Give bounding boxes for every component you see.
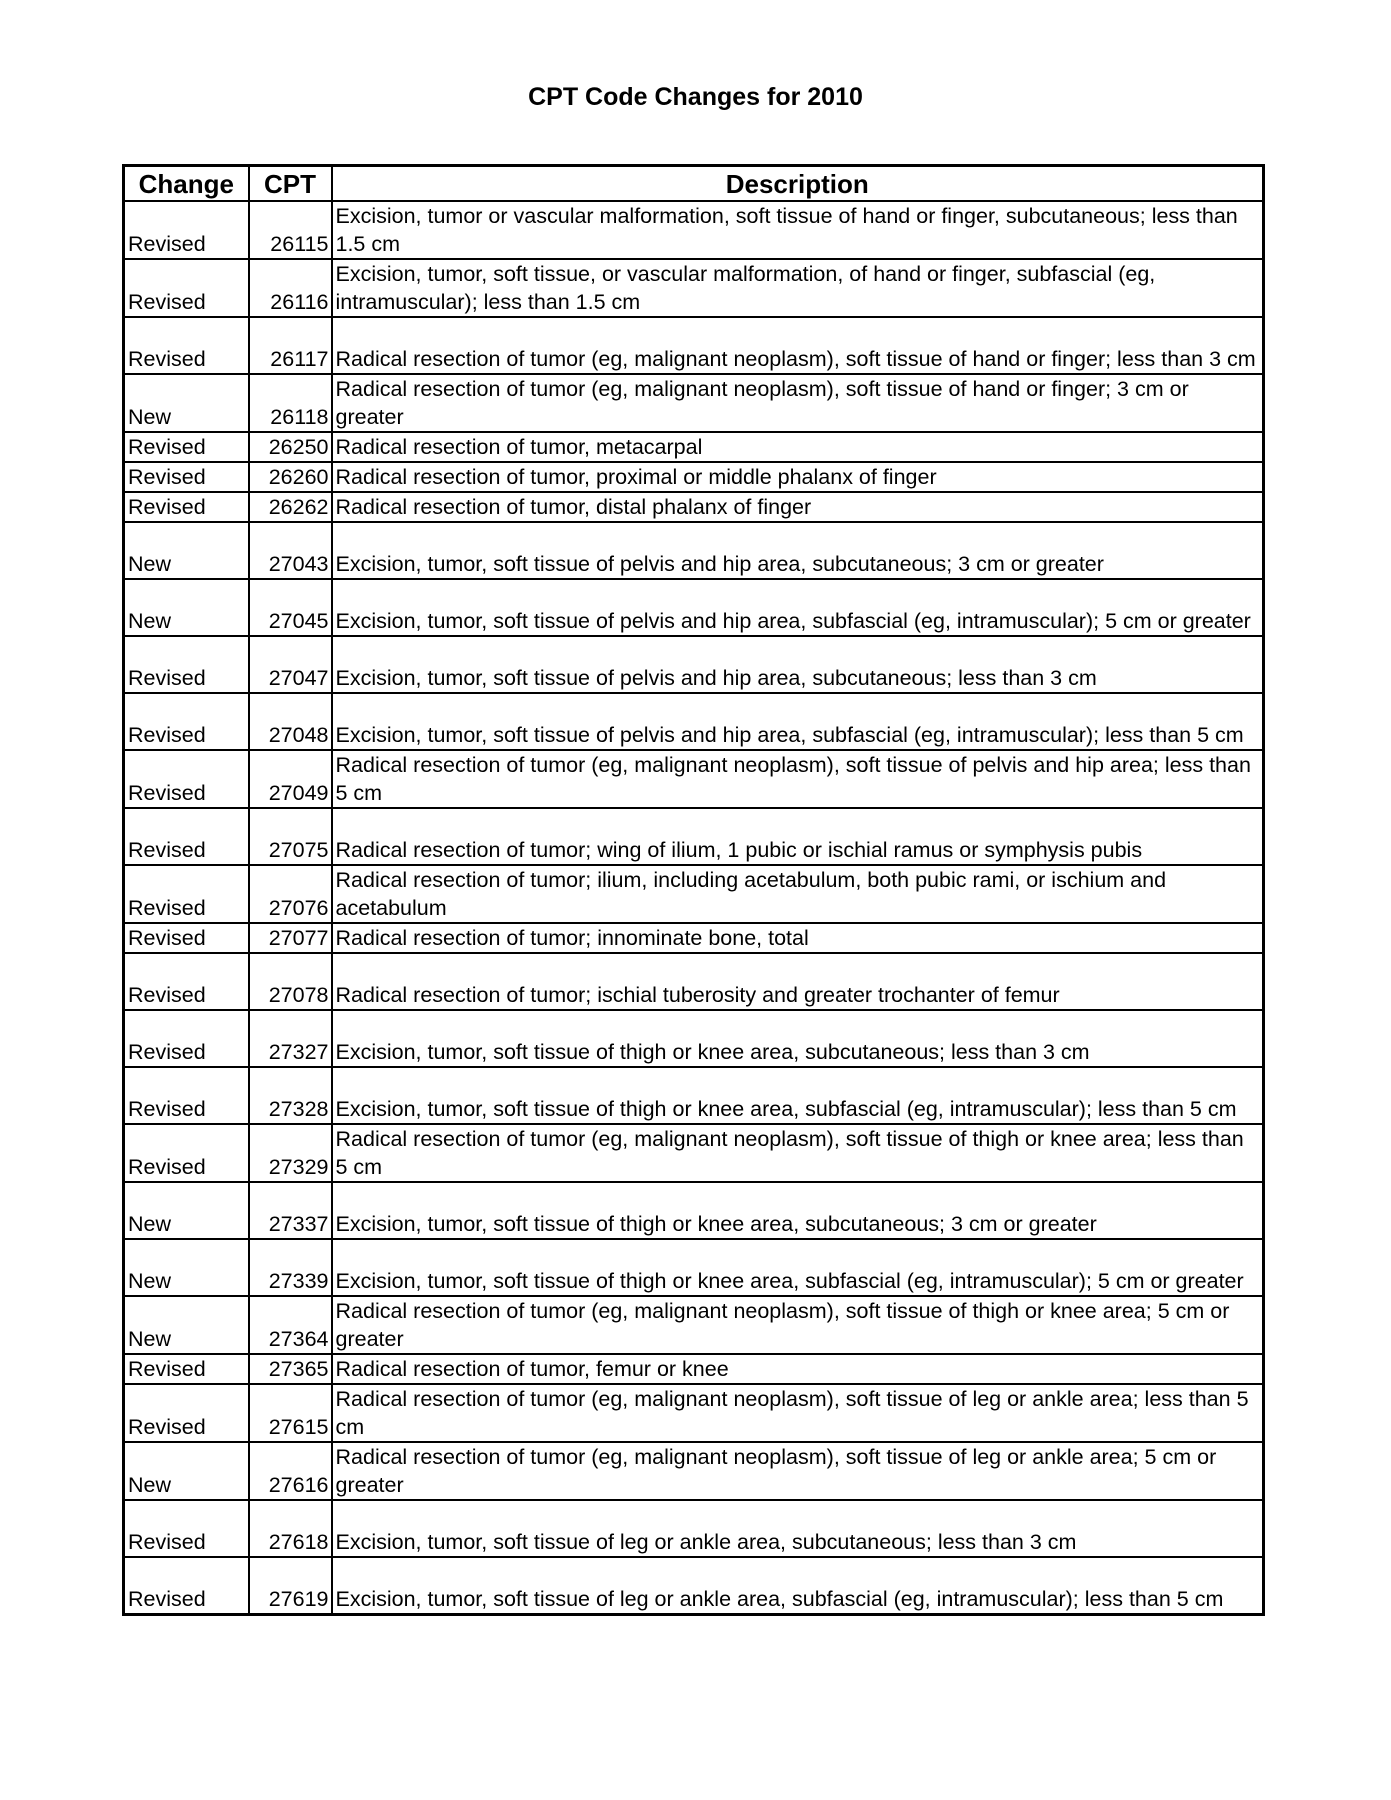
table-row xyxy=(124,693,1264,750)
table-row xyxy=(124,1182,1264,1239)
change-cell: Revised xyxy=(124,1124,249,1182)
cpt-cell: 27328 xyxy=(249,1067,332,1124)
description-cell: Excision, tumor or vascular malformation, soft tissue of hand or finger, subcutaneous; less than 1.5 cm xyxy=(332,201,1264,259)
cpt-cell: 27078 xyxy=(249,953,332,1010)
cpt-cell: 27615 xyxy=(249,1384,332,1442)
change-cell: Revised xyxy=(124,492,249,522)
change-cell: Revised xyxy=(124,1500,249,1557)
change-cell: Revised xyxy=(124,693,249,750)
change-cell: Revised xyxy=(124,953,249,1010)
table-row xyxy=(124,259,1264,317)
table-row xyxy=(124,865,1264,923)
table-row xyxy=(124,1124,1264,1182)
cpt-cell: 27077 xyxy=(249,923,332,953)
description-cell: Radical resection of tumor (eg, malignant neoplasm), soft tissue of thigh or knee area; 5 cm or greater xyxy=(332,1296,1264,1354)
cpt-cell: 27075 xyxy=(249,808,332,865)
table-row xyxy=(124,1557,1264,1615)
change-cell: New xyxy=(124,1182,249,1239)
cpt-cell: 26118 xyxy=(249,374,332,432)
table-row xyxy=(124,1354,1264,1384)
change-cell: Revised xyxy=(124,865,249,923)
cpt-cell: 27365 xyxy=(249,1354,332,1384)
table-row xyxy=(124,374,1264,432)
header-row xyxy=(124,166,1264,202)
table-row xyxy=(124,750,1264,808)
cpt-cell: 26116 xyxy=(249,259,332,317)
description-cell: Radical resection of tumor (eg, malignant neoplasm), soft tissue of pelvis and hip area; less than 5 cm xyxy=(332,750,1264,808)
description-cell: Radical resection of tumor (eg, malignant neoplasm), soft tissue of leg or ankle area; 5 cm or greater xyxy=(332,1442,1264,1500)
change-cell: New xyxy=(124,374,249,432)
table-row xyxy=(124,317,1264,374)
page-title: CPT Code Changes for 2010 xyxy=(528,83,863,111)
description-cell: Excision, tumor, soft tissue of pelvis and hip area, subcutaneous; less than 3 cm xyxy=(332,636,1264,693)
table-row xyxy=(124,953,1264,1010)
cpt-cell: 27076 xyxy=(249,865,332,923)
cpt-cell: 27049 xyxy=(249,750,332,808)
table-row xyxy=(124,432,1264,462)
table-row xyxy=(124,462,1264,492)
description-cell: Excision, tumor, soft tissue, or vascular malformation, of hand or finger, subfascial (eg, intramuscular); less than 1.5 cm xyxy=(332,259,1264,317)
description-cell: Excision, tumor, soft tissue of pelvis and hip area, subfascial (eg, intramuscular); less than 5 cm xyxy=(332,693,1264,750)
table-row xyxy=(124,808,1264,865)
description-cell: Excision, tumor, soft tissue of pelvis and hip area, subfascial (eg, intramuscular); 5 cm or greater xyxy=(332,579,1264,636)
table-row xyxy=(124,201,1264,259)
cpt-cell: 27327 xyxy=(249,1010,332,1067)
change-cell: Revised xyxy=(124,923,249,953)
description-cell: Excision, tumor, soft tissue of thigh or knee area, subcutaneous; less than 3 cm xyxy=(332,1010,1264,1067)
cpt-cell: 27364 xyxy=(249,1296,332,1354)
description-cell: Radical resection of tumor, proximal or middle phalanx of finger xyxy=(332,462,1264,492)
change-cell: Revised xyxy=(124,636,249,693)
change-cell: Revised xyxy=(124,201,249,259)
description-cell: Excision, tumor, soft tissue of leg or ankle area, subcutaneous; less than 3 cm xyxy=(332,1500,1264,1557)
cpt-cell: 26115 xyxy=(249,201,332,259)
description-cell: Radical resection of tumor; innominate bone, total xyxy=(332,923,1264,953)
cpt-cell: 27337 xyxy=(249,1182,332,1239)
change-cell: New xyxy=(124,522,249,579)
description-cell: Excision, tumor, soft tissue of thigh or knee area, subfascial (eg, intramuscular); less than 5 cm xyxy=(332,1067,1264,1124)
cpt-cell: 26262 xyxy=(249,492,332,522)
header-description: Description xyxy=(332,166,1264,202)
cpt-cell: 26117 xyxy=(249,317,332,374)
change-cell: Revised xyxy=(124,259,249,317)
change-cell: Revised xyxy=(124,432,249,462)
description-cell: Radical resection of tumor, metacarpal xyxy=(332,432,1264,462)
table-row xyxy=(124,492,1264,522)
cpt-cell: 27616 xyxy=(249,1442,332,1500)
description-cell: Radical resection of tumor; ilium, including acetabulum, both pubic rami, or ischium and acetabulum xyxy=(332,865,1264,923)
cpt-cell: 27339 xyxy=(249,1239,332,1296)
description-cell: Radical resection of tumor (eg, malignant neoplasm), soft tissue of leg or ankle area; less than 5 cm xyxy=(332,1384,1264,1442)
change-cell: Revised xyxy=(124,462,249,492)
cpt-cell: 27047 xyxy=(249,636,332,693)
change-cell: Revised xyxy=(124,750,249,808)
description-cell: Radical resection of tumor (eg, malignant neoplasm), soft tissue of thigh or knee area; less than 5 cm xyxy=(332,1124,1264,1182)
cpt-cell: 26260 xyxy=(249,462,332,492)
description-cell: Excision, tumor, soft tissue of pelvis and hip area, subcutaneous; 3 cm or greater xyxy=(332,522,1264,579)
change-cell: New xyxy=(124,579,249,636)
table-row xyxy=(124,1067,1264,1124)
header-cpt: CPT xyxy=(249,166,332,202)
description-cell: Radical resection of tumor; wing of ilium, 1 pubic or ischial ramus or symphysis pubis xyxy=(332,808,1264,865)
description-cell: Radical resection of tumor, distal phalanx of finger xyxy=(332,492,1264,522)
change-cell: Revised xyxy=(124,1354,249,1384)
table-row xyxy=(124,1239,1264,1296)
description-cell: Excision, tumor, soft tissue of thigh or knee area, subcutaneous; 3 cm or greater xyxy=(332,1182,1264,1239)
change-cell: Revised xyxy=(124,1010,249,1067)
cpt-cell: 27043 xyxy=(249,522,332,579)
cpt-cell: 26250 xyxy=(249,432,332,462)
table-row xyxy=(124,579,1264,636)
cpt-cell: 27048 xyxy=(249,693,332,750)
description-cell: Radical resection of tumor; ischial tuberosity and greater trochanter of femur xyxy=(332,953,1264,1010)
header-change: Change xyxy=(124,166,249,202)
description-cell: Radical resection of tumor (eg, malignant neoplasm), soft tissue of hand or finger; 3 cm or greater xyxy=(332,374,1264,432)
cpt-changes-table xyxy=(122,164,1265,1616)
table-row xyxy=(124,923,1264,953)
change-cell: New xyxy=(124,1296,249,1354)
cpt-cell: 27329 xyxy=(249,1124,332,1182)
table-row xyxy=(124,1442,1264,1500)
table-row xyxy=(124,1384,1264,1442)
change-cell: Revised xyxy=(124,1067,249,1124)
cpt-cell: 27618 xyxy=(249,1500,332,1557)
change-cell: Revised xyxy=(124,317,249,374)
description-cell: Radical resection of tumor (eg, malignant neoplasm), soft tissue of hand or finger; less than 3 cm xyxy=(332,317,1264,374)
table-row xyxy=(124,1010,1264,1067)
change-cell: Revised xyxy=(124,808,249,865)
cpt-cell: 27045 xyxy=(249,579,332,636)
table-row xyxy=(124,1500,1264,1557)
table-row xyxy=(124,522,1264,579)
description-cell: Radical resection of tumor, femur or knee xyxy=(332,1354,1264,1384)
cpt-cell: 27619 xyxy=(249,1557,332,1615)
change-cell: Revised xyxy=(124,1557,249,1615)
description-cell: Excision, tumor, soft tissue of thigh or knee area, subfascial (eg, intramuscular); 5 cm or greater xyxy=(332,1239,1264,1296)
table-row xyxy=(124,1296,1264,1354)
table-row xyxy=(124,636,1264,693)
change-cell: New xyxy=(124,1239,249,1296)
description-cell: Excision, tumor, soft tissue of leg or ankle area, subfascial (eg, intramuscular); less than 5 cm xyxy=(332,1557,1264,1615)
change-cell: New xyxy=(124,1442,249,1500)
table-body xyxy=(124,201,1264,1615)
change-cell: Revised xyxy=(124,1384,249,1442)
